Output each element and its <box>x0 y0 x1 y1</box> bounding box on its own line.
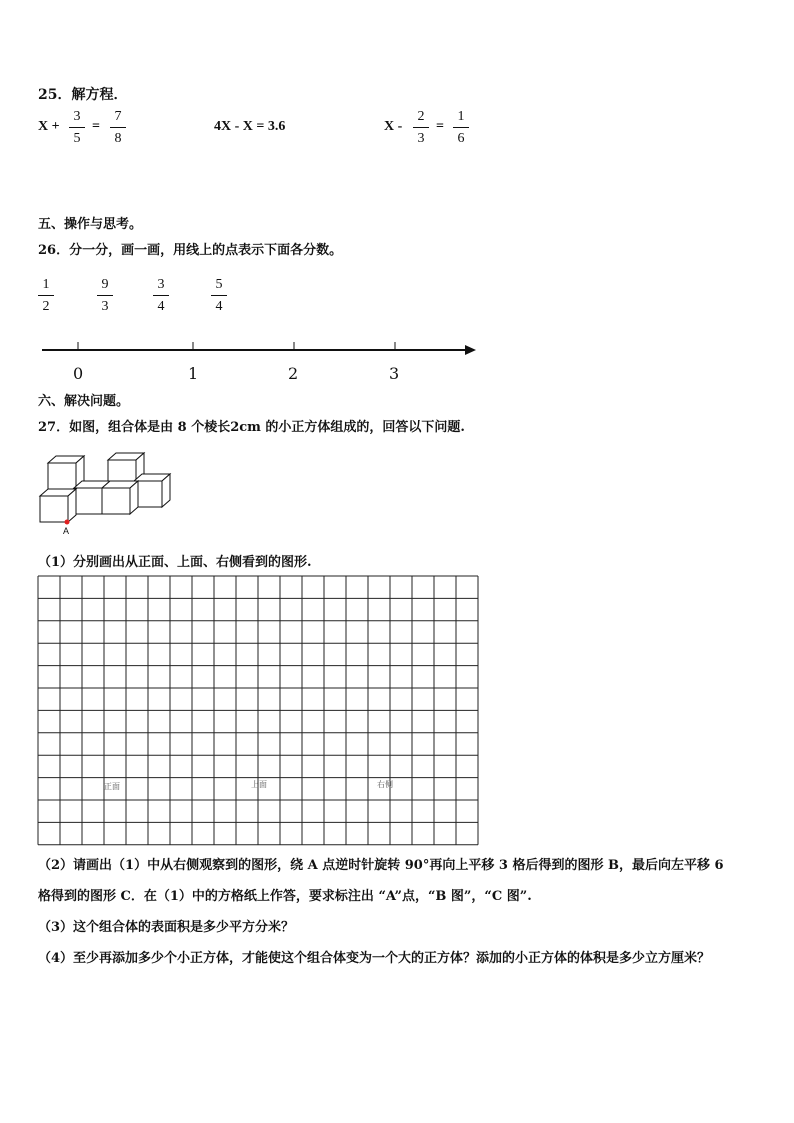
grid-label-front: 正面 <box>104 782 120 791</box>
fraction-5-4: 5 4 <box>210 276 228 315</box>
q27-part1: （1）分别画出从正面、上面、右侧看到的图形. <box>38 555 312 570</box>
point-a-label: A <box>63 526 70 536</box>
number-line-label-3: 3 <box>389 364 400 383</box>
number-line-label-2: 2 <box>288 364 299 383</box>
section-6-heading: 六、解决问题。 <box>38 394 130 409</box>
equation-2: 4X - X = 3.6 <box>214 119 286 134</box>
grid-label-top: 上面 <box>251 780 267 789</box>
eq3-equals: = <box>436 119 444 134</box>
q27-part4: （4）至少再添加多少个小正方体，才能使这个组合体变为一个大的正方体？添加的小正方体的体积是多少立方厘米？ <box>38 951 711 966</box>
eq3-fraction-left: 2 3 <box>412 108 430 147</box>
eq1-lhs: X + <box>38 119 60 134</box>
q27-title: 27．如图，组合体是由 8 个棱长2cm 的小正方体组成的，回答以下问题. <box>38 420 465 435</box>
q26-title: 26．分一分，画一画，用线上的点表示下面各分数。 <box>38 243 343 258</box>
grid-label-right: 右侧 <box>377 780 393 789</box>
number-line-label-1: 1 <box>188 364 199 383</box>
section-5-heading: 五、操作与思考。 <box>38 217 143 232</box>
fraction-1-2: 1 2 <box>37 276 55 315</box>
fraction-3-4: 3 4 <box>152 276 170 315</box>
q27-part3: （3）这个组合体的表面积是多少平方分米？ <box>38 920 295 935</box>
eq1-equals: = <box>92 119 100 134</box>
point-a-marker <box>65 520 70 525</box>
number-line-label-0: 0 <box>73 364 84 383</box>
q27-part2-line1: （2）请画出（1）中从右侧观察到的图形，绕 A 点逆时针旋转 90°再向上平移 3 格后得到的图形 B，最后向左平移 6 <box>38 858 724 873</box>
eq1-fraction-right: 7 8 <box>109 108 127 147</box>
answer-grid[interactable] <box>36 574 486 849</box>
fraction-9-3: 9 3 <box>96 276 114 315</box>
q25-title: 25．解方程． <box>38 87 128 103</box>
q27-part2-line2: 格得到的图形 C．在（1）中的方格纸上作答，要求标注出 “A”点，“B 图”，“C 图”. <box>38 889 532 904</box>
cube-assembly-figure <box>36 448 176 538</box>
number-line <box>0 338 480 368</box>
eq1-fraction-left: 3 5 <box>68 108 86 147</box>
eq3-fraction-right: 1 6 <box>452 108 470 147</box>
eq3-lhs: X - <box>384 119 403 134</box>
